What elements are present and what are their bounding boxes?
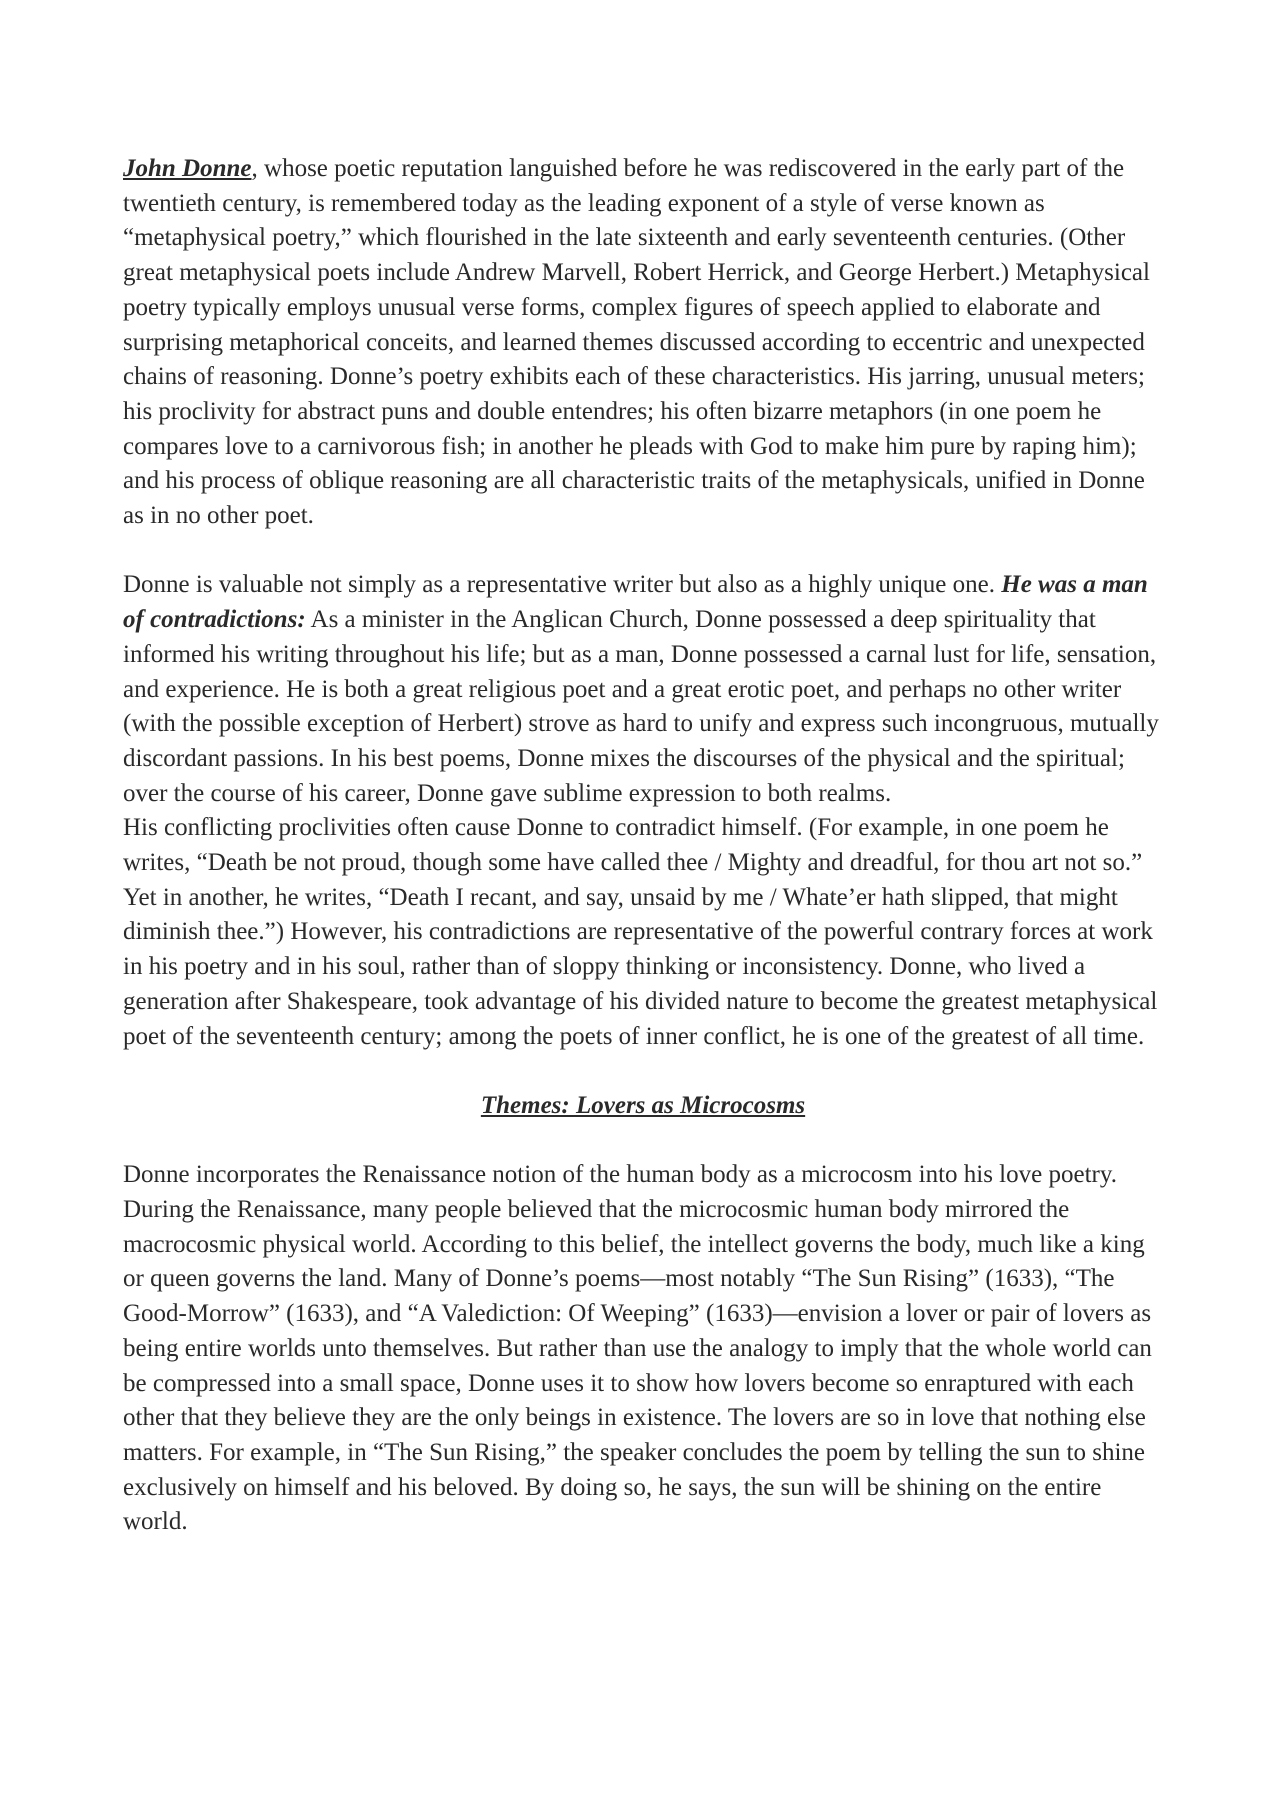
author-name: John Donne [123,155,252,182]
section-heading-text: Themes: Lovers as Microcosms [480,1091,806,1119]
intro-paragraph [123,152,1163,534]
contradictions-text: As a minister in the Anglican Church, Donne possessed a deep spirituality that informed his writing throughout his life; but as a man, Donne possessed a carnal lust for life, sensation, and experience. He is both a great religious poet and a great erotic poet, and perhaps no other writer (with the possible exception of Herbert) strove as hard to unify and express such incongruous, mutually discordant passions. In his best poems, Donne mixes the discourses of the physical and the spiritual; over the course of his career, Donne gave sublime expression to both realms. [123,606,1159,807]
contradictions-paragraph [123,568,1163,811]
document-page [123,152,1163,1540]
proclivities-paragraph: His conflicting proclivities often cause Donne to contradict himself. (For example, in one poem he writes, “Death be not proud, though some have called thee / Mighty and dreadful, for thou art not so.” Yet in another, he writes, “Death I recant, and say, unsaid by me / Whate’er hath slipped, that might diminish thee.”) However, his contradictions are representative of the powerful contrary forces at work in his poetry and in his soul, rather than of sloppy thinking or inconsistency. Donne, who lived a generation after Shakespeare, took advantage of his divided nature to become the greatest metaphysical poet of the seventeenth century; among the poets of inner conflict, he is one of the greatest of all time. [123,814,1158,1050]
intro-text: , whose poetic reputation languished before he was rediscovered in the early part of the twentieth century, is remembered today as the leading exponent of a style of verse known as “metaphysical poetry,” which flourished in the late sixteenth and early seventeenth centuries. (Other great metaphysical poets include Andrew Marvell, Robert Herrick, and George Herbert.) Metaphysical poetry typically employs unusual verse forms, complex figures of speech applied to elaborate and surprising metaphorical conceits, and learned themes discussed according to eccentric and unexpected chains of reasoning. Donne’s poetry exhibits each of these characteristics. His jarring, unusual meters; his proclivity for abstract puns and double entendres; his often bizarre metaphors (in one poem he compares love to a carnivorous fish; in another he pleads with God to make him pure by raping him); and his process of oblique reasoning are all characteristic traits of the metaphysicals, unified in Donne as in no other poet. [123,155,1150,530]
contradictions-lead: Donne is valuable not simply as a representative writer but also as a highly unique one. [123,571,1002,599]
microcosm-paragraph: Donne incorporates the Renaissance notion of the human body as a microcosm into his love poetry. During the Renaissance, many people believed that the microcosmic human body mirrored the macrocosmic physical world. According to this belief, the intellect governs the body, much like a king or queen governs the land. Many of Donne’s poems—most notably “The Sun Rising” (1633), “The Good-Morrow” (1633), and “A Valediction: Of Weeping” (1633)—envision a lover or pair of lovers as being entire worlds unto themselves. But rather than use the analogy to imply that the whole world can be compressed into a small space, Donne uses it to show how lovers become so enraptured with each other that they believe they are the only beings in existence. The lovers are so in love that nothing else matters. For example, in “The Sun Rising,” the speaker concludes the poem by telling the sun to shine exclusively on himself and his beloved. By doing so, he says, the sun will be shining on the entire world. [123,1161,1152,1536]
contradictions-emphasis: He was a man of contradictions: [123,571,1148,634]
section-heading [123,1089,1163,1124]
